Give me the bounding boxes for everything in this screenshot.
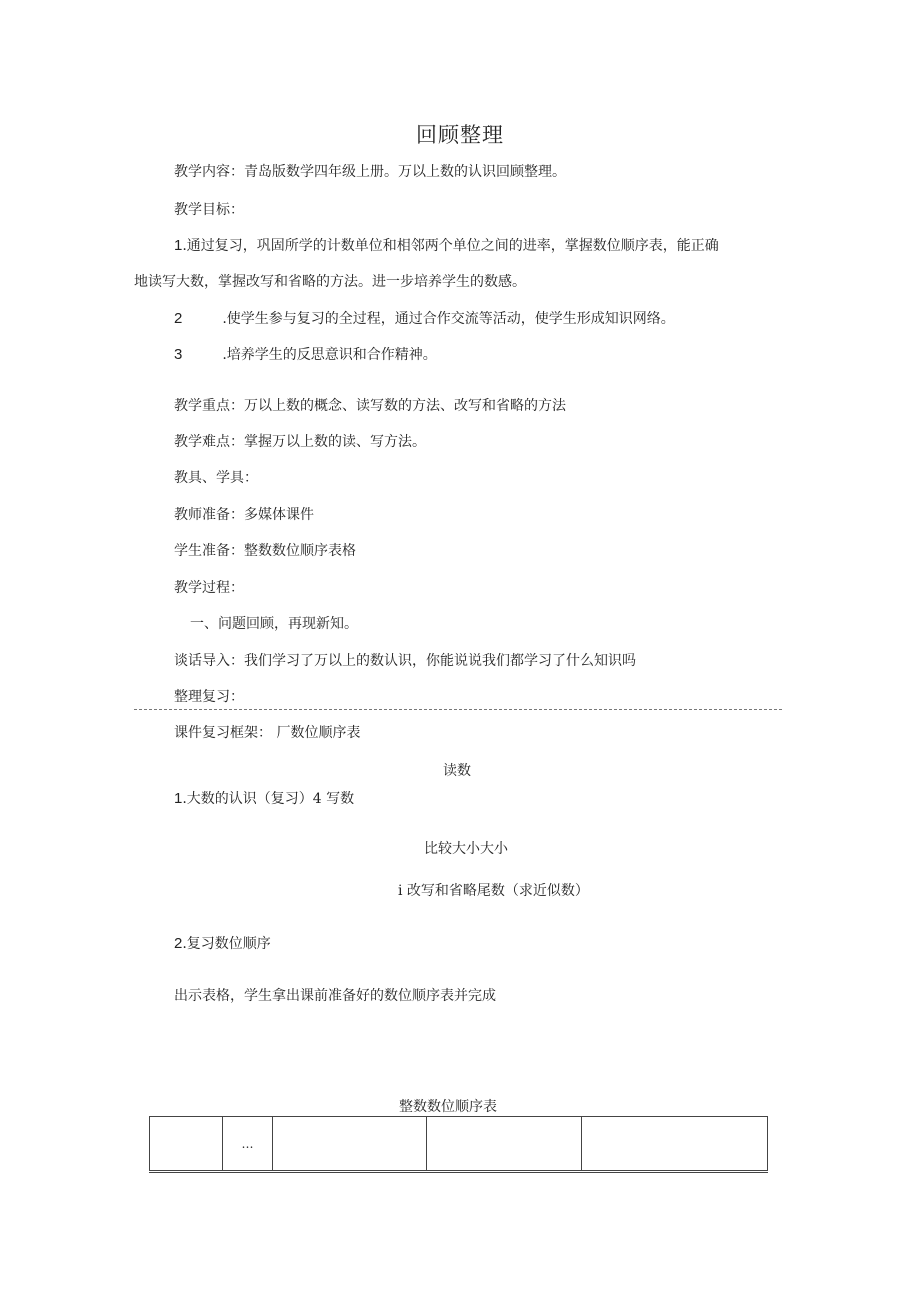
- intro-text: 谈话导入：我们学习了万以上的数认识，你能说说我们都学习了什么知识吗: [174, 653, 636, 669]
- item-1-text: .大数的认识（复习）4 写数: [182, 791, 355, 807]
- goals-heading: 教学目标：: [174, 202, 244, 218]
- compare-sizes: 比较大小大小: [424, 841, 508, 857]
- item-2-number: 2: [174, 935, 183, 952]
- divider-rule: [134, 709, 782, 710]
- show-table-text: 出示表格，学生拿出课前准备好的数位顺序表并完成: [174, 988, 496, 1004]
- table-row: [150, 1117, 768, 1171]
- goal-1-number: 1: [174, 237, 183, 254]
- rewrite-approx: i 改写和省略尾数（求近似数）: [398, 883, 589, 899]
- item-1-number: 1: [174, 790, 183, 807]
- place-value-table: [149, 1116, 768, 1171]
- goal-1-line2: 地读写大数，掌握改写和省略的方法。进一步培养学生的数感。: [134, 274, 526, 290]
- goal-3-text: .培养学生的反思意识和合作精神。: [222, 347, 437, 363]
- goal-2: [174, 309, 675, 329]
- teaching-content: 教学内容：青岛版数学四年级上册。万以上数的认识回顾整理。: [174, 164, 566, 180]
- page-title: 回顾整理: [416, 123, 504, 147]
- table-cell-ellipsis: …: [223, 1117, 273, 1171]
- read-numbers: 读数: [443, 763, 471, 779]
- section-1-heading: 一、问题回顾，再现新知。: [190, 616, 358, 632]
- goal-2-text: .使学生参与复习的全过程，通过合作交流等活动，使学生形成知识网络。: [222, 311, 675, 327]
- key-points: 教学重点：万以上数的概念、读写数的方法、改写和省略的方法: [174, 398, 566, 414]
- table-cell: [273, 1117, 427, 1171]
- framework-line: 课件复习框架： 厂数位顺序表: [174, 725, 361, 741]
- table-cell: [150, 1117, 223, 1171]
- goal-2-number: 2: [174, 310, 183, 327]
- review-heading: 整理复习：: [174, 689, 244, 705]
- table-bottom-line: [149, 1172, 768, 1173]
- goal-3-number: 3: [174, 346, 183, 363]
- goal-1: [174, 236, 719, 256]
- item-2-text: .复习数位顺序: [182, 936, 271, 952]
- tools: 教具、学具：: [174, 470, 258, 486]
- process-heading: 教学过程：: [174, 580, 244, 596]
- difficulties: 教学难点：掌握万以上数的读、写方法。: [174, 434, 426, 450]
- table-cell: [427, 1117, 582, 1171]
- goal-3: [174, 345, 437, 365]
- table-cell: [582, 1117, 768, 1171]
- goal-1-line1: .通过复习，巩固所学的计数单位和相邻两个单位之间的进率，掌握数位顺序表，能正确: [182, 238, 719, 254]
- table-caption: 整数数位顺序表: [399, 1099, 497, 1115]
- teacher-prep: 教师准备：多媒体课件: [174, 507, 314, 523]
- item-1: [174, 789, 354, 809]
- student-prep: 学生准备：整数数位顺序表格: [174, 543, 356, 559]
- item-2: [174, 934, 271, 954]
